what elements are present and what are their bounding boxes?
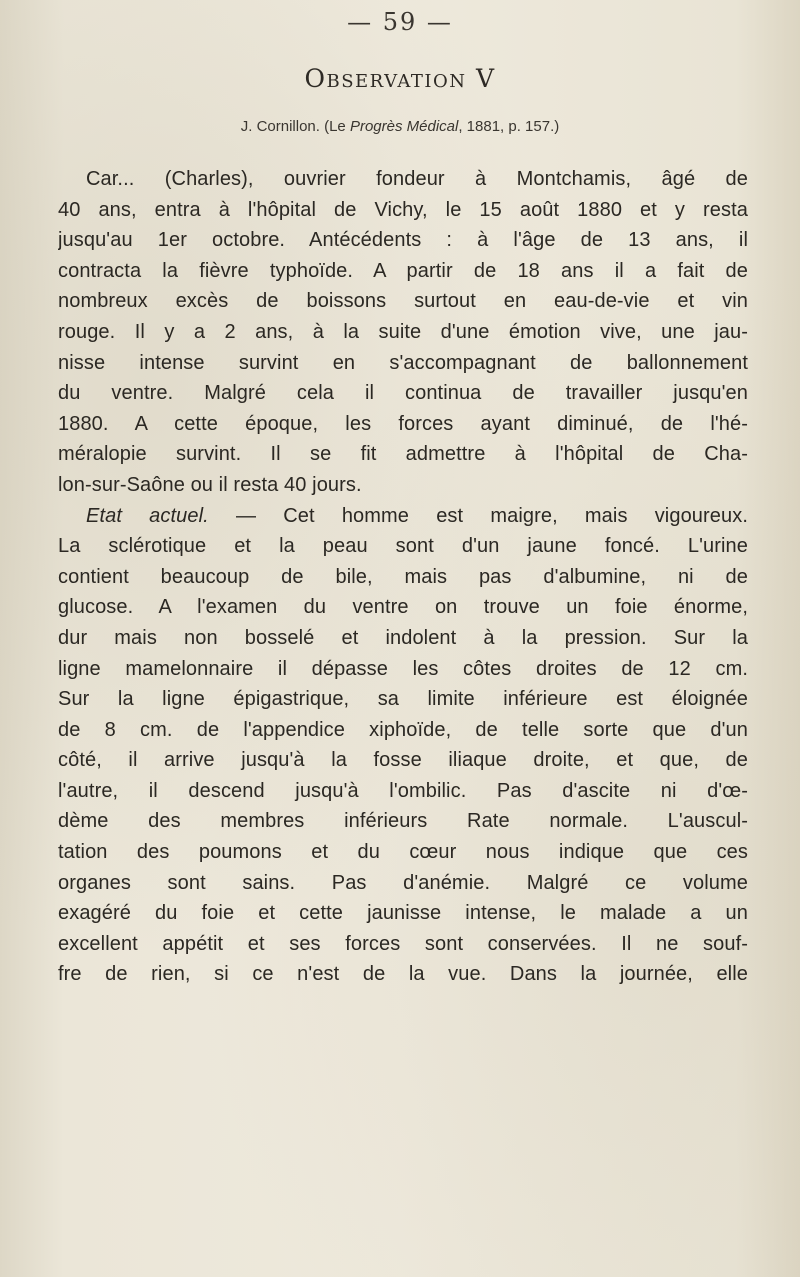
text-line-15: glucose. A l'examen du ventre on trouve un foie énorme, — [58, 596, 748, 619]
page-number: — 59 — — [347, 8, 453, 36]
text-line-4: contracta la fièvre typhoïde. A partir de 18 ans il a fait de — [58, 259, 748, 282]
body-text — [58, 164, 748, 990]
text-line-16: dur mais non bosselé et indolent à la pression. Sur la — [58, 626, 748, 649]
observation-heading: Observation V — [304, 64, 496, 93]
text-line-24: organes sont sains. Pas d'anémie. Malgré ce volume — [58, 871, 748, 894]
text-line-1: Car... (Charles), ouvrier fondeur à Montchamis, âgé de — [86, 168, 748, 190]
text-line-2: 40 ans, entra à l'hôpital de Vichy, le 15 août 1880 et y resta — [58, 198, 748, 221]
text-line-23: tation des poumons et du cœur nous indique que ces — [58, 841, 748, 864]
citation-journal: Progrès Médical — [349, 118, 459, 135]
text-line-8: du ventre. Malgré cela il continua de travailler jusqu'en — [58, 382, 748, 405]
text-line-22: dème des membres inférieurs Rate normale. L'auscul- — [58, 810, 748, 833]
text-line-9: 1880. A cette époque, les forces ayant diminué, de l'hé- — [58, 412, 748, 435]
text-line-10: méralopie survint. Il se fit admettre à l'hôpital de Cha- — [58, 443, 748, 466]
text-line-14: contient beaucoup de bile, mais pas d'albumine, ni de — [58, 565, 748, 588]
text-line-17: ligne mamelonnaire il dépasse les côtes droites de 12 cm. — [58, 657, 748, 680]
text-line-3: jusqu'au 1er octobre. Antécédents : à l'âge de 13 ans, il — [58, 229, 748, 252]
text-line-26: excellent appétit et ses forces sont conservées. Il ne souf- — [58, 932, 748, 955]
section-text: — Cet homme est maigre, mais vigoureux. — [235, 504, 748, 527]
text-line-18: Sur la ligne épigastrique, sa limite inférieure est éloignée — [58, 688, 748, 711]
text-line-11: lon-sur-Saône ou il resta 40 jours. — [58, 473, 362, 496]
text-line-12 — [58, 501, 748, 532]
text-line-20: côté, il arrive jusqu'à la fosse iliaque droite, et que, de — [58, 749, 748, 772]
text-line-25: exagéré du foie et cette jaunisse intense, le malade a un — [58, 902, 748, 925]
text-line-6: rouge. Il y a 2 ans, à la suite d'une émotion vive, une jau- — [58, 320, 748, 343]
text-line-27: fre de rien, si ce n'est de la vue. Dans la journée, elle — [58, 963, 748, 986]
citation-suffix: , 1881, p. 157.) — [458, 118, 560, 135]
text-line-5: nombreux excès de boissons surtout en eau-de-vie et vin — [58, 290, 748, 313]
citation — [0, 118, 800, 135]
text-line-19: de 8 cm. de l'appendice xiphoïde, de telle sorte que d'un — [58, 718, 748, 741]
text-line-7: nisse intense survint en s'accompagnant de ballonnement — [58, 351, 748, 374]
section-title: Etat actuel. — [86, 504, 209, 527]
citation-prefix: J. Cornillon. (Le — [240, 118, 350, 135]
text-line-21: l'autre, il descend jusqu'à l'ombilic. Pas d'ascite ni d'œ- — [58, 779, 748, 802]
text-line-13: La sclérotique et la peau sont d'un jaune foncé. L'urine — [58, 535, 748, 558]
